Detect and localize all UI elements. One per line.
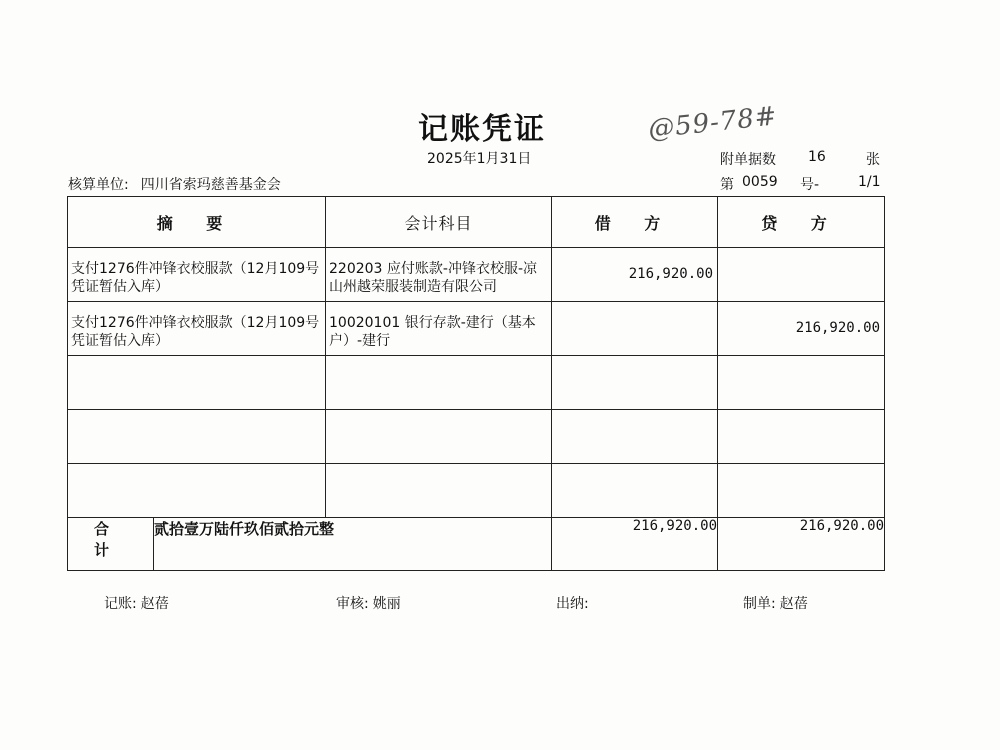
- preparer-label: 制单:: [743, 596, 776, 612]
- preparer-value: 赵蓓: [779, 596, 808, 612]
- voucher-table: [67, 196, 885, 571]
- attachment-number: 16: [808, 149, 826, 165]
- header-credit: 贷 方: [718, 197, 885, 248]
- voucher-page-count: 1/1: [858, 174, 881, 190]
- row-credit: [718, 248, 885, 302]
- table-row: [68, 410, 885, 464]
- total-label: 合 计: [68, 518, 154, 571]
- row-debit: [552, 464, 718, 518]
- handwritten-note: @59-78#: [646, 101, 779, 145]
- total-row: [68, 518, 885, 571]
- voucher-number-prefix: 第: [720, 177, 734, 193]
- bookkeeper-value: 赵蓓: [140, 596, 169, 612]
- attachment-label: 附单据数: [720, 152, 776, 168]
- reviewer-value: 姚丽: [372, 596, 401, 612]
- footer-cashier: [556, 593, 593, 613]
- total-credit: 216,920.00: [718, 518, 885, 571]
- accounting-unit-value: 四川省索玛慈善基金会: [140, 177, 281, 193]
- row-subject: 10020101 银行存款-建行（基本户）-建行: [326, 302, 552, 356]
- row-debit: [552, 410, 718, 464]
- footer-reviewer: [336, 593, 401, 613]
- row-credit: 216,920.00: [718, 302, 885, 356]
- row-subject: 220203 应付账款-冲锋衣校服-凉山州越荣服装制造有限公司: [326, 248, 552, 302]
- row-debit: [552, 302, 718, 356]
- footer-bookkeeper: [104, 593, 169, 613]
- row-subject: [326, 464, 552, 518]
- row-summary: [68, 410, 326, 464]
- header-debit: 借 方: [552, 197, 718, 248]
- voucher-number-suffix: 号-: [800, 177, 820, 193]
- row-summary: [68, 464, 326, 518]
- bookkeeper-label: 记账:: [104, 596, 137, 612]
- accounting-unit-label: 核算单位:: [68, 177, 129, 193]
- cashier-label: 出纳:: [556, 596, 589, 612]
- row-credit: [718, 464, 885, 518]
- accounting-unit: [68, 174, 281, 194]
- table-row: [68, 248, 885, 302]
- voucher-title: 记账凭证: [418, 112, 546, 147]
- row-credit: [718, 410, 885, 464]
- header-subject: 会计科目: [326, 197, 552, 248]
- table-row: [68, 464, 885, 518]
- row-credit: [718, 356, 885, 410]
- total-debit: 216,920.00: [552, 518, 718, 571]
- footer-preparer: [743, 593, 808, 613]
- table-row: [68, 356, 885, 410]
- table-header-row: [68, 197, 885, 248]
- header-summary: 摘 要: [68, 197, 326, 248]
- row-subject: [326, 356, 552, 410]
- row-debit: [552, 356, 718, 410]
- total-amount-in-words: 贰拾壹万陆仟玖佰贰拾元整: [154, 518, 552, 571]
- voucher-number-value: 0059: [742, 174, 778, 190]
- voucher-date: 2025年1月31日: [427, 151, 532, 167]
- row-summary: [68, 356, 326, 410]
- row-subject: [326, 410, 552, 464]
- row-summary: 支付1276件冲锋衣校服款（12月109号凭证暂估入库）: [68, 248, 326, 302]
- reviewer-label: 审核:: [336, 596, 369, 612]
- table-row: [68, 302, 885, 356]
- row-debit: 216,920.00: [552, 248, 718, 302]
- attachment-unit: 张: [866, 152, 880, 168]
- row-summary: 支付1276件冲锋衣校服款（12月109号凭证暂估入库）: [68, 302, 326, 356]
